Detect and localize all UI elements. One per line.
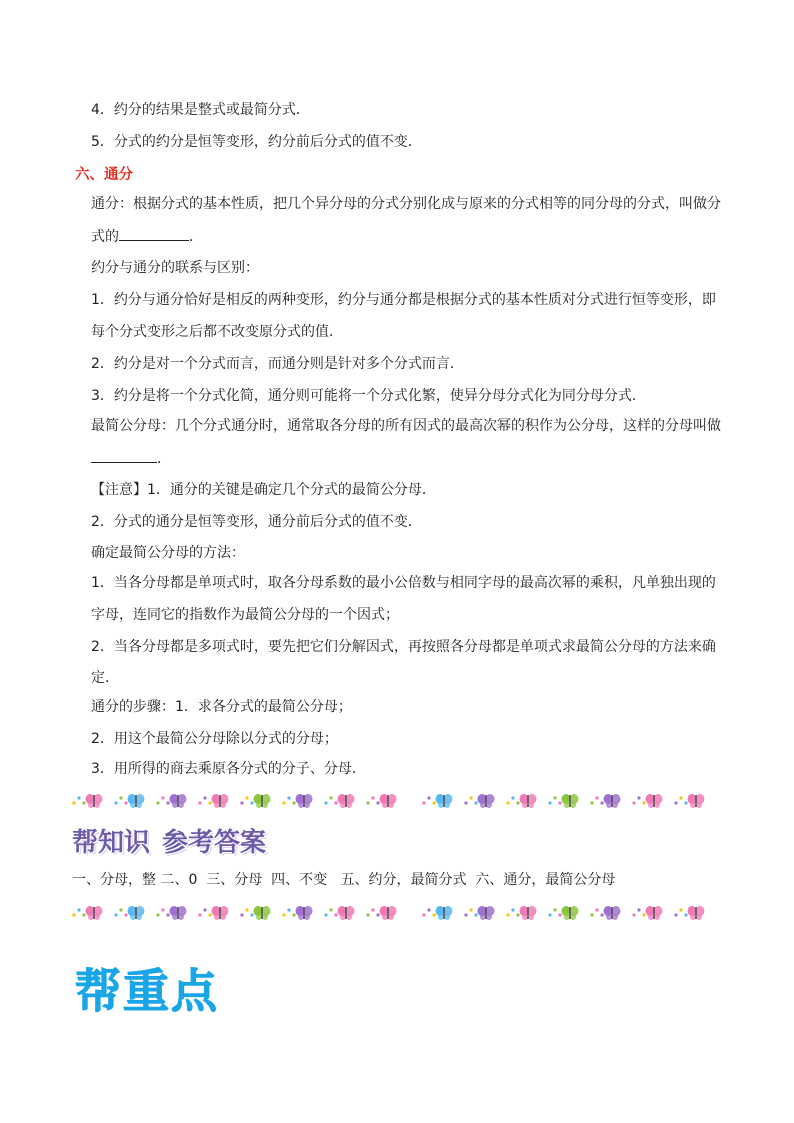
- decorative-dot: [642, 913, 645, 916]
- decorative-dot: [432, 801, 435, 804]
- decorative-dot: [516, 913, 519, 916]
- decorative-dot: [203, 796, 206, 799]
- section-heading-common-denominator: 六、通分: [75, 167, 133, 183]
- butterfly-icon: [646, 906, 663, 920]
- butterfly-icon: [338, 794, 355, 808]
- decorative-dot: [77, 908, 80, 911]
- decorative-dot: [119, 796, 122, 799]
- decorative-dot: [679, 796, 682, 799]
- butterfly-icon: [212, 906, 229, 920]
- decorative-dot: [292, 801, 295, 804]
- decorative-dot: [282, 801, 285, 804]
- decorative-dot: [684, 801, 687, 804]
- decorative-dot: [427, 908, 430, 911]
- method-point-1b: 字母，连同它的指数作为最简公分母的一个因式；: [91, 607, 399, 623]
- method-point-2b: 定．: [91, 670, 119, 686]
- lcd-definition-line-1: 最简公分母：几个分式通分时，通常取各分母的所有因式的最高次幂的积作为公分母，这样的分母叫做: [91, 418, 721, 434]
- decorative-dot: [600, 801, 603, 804]
- reduction-point-5: 5．分式的约分是恒等变形，约分前后分式的值不变．: [91, 134, 422, 150]
- decorative-dot: [642, 801, 645, 804]
- butterfly-icon: [170, 794, 187, 808]
- decorative-dot: [166, 801, 169, 804]
- decorative-dot: [679, 908, 682, 911]
- relation-title: 约分与通分的联系与区别：: [91, 260, 259, 276]
- butterfly-icon: [254, 906, 271, 920]
- decorative-dot: [506, 913, 509, 916]
- decorative-dot: [558, 801, 561, 804]
- decorative-dot: [371, 908, 374, 911]
- butterfly-icon: [478, 794, 495, 808]
- decorative-dot: [203, 908, 206, 911]
- decorative-dot: [324, 801, 327, 804]
- butterfly-icon: [338, 906, 355, 920]
- butterfly-icon: [478, 906, 495, 920]
- butterfly-icon: [562, 794, 579, 808]
- method-point-1a: 1．当各分母都是单项式时，取各分母系数的最小公倍数与相同字母的最高次幂的乘积，凡单独出现的: [91, 575, 716, 591]
- decorative-dot: [474, 801, 477, 804]
- answer-key: 一、分母，整 二、0 三、分母 四、不变 五、约分，最简分式 六、通分，最简公分母: [72, 872, 616, 888]
- decorative-dot: [198, 801, 201, 804]
- butterfly-icon: [128, 906, 145, 920]
- decorative-dot: [548, 801, 551, 804]
- decorative-dot: [156, 801, 159, 804]
- steps-point-1: 通分的步骤：1．求各分式的最简公分母；: [91, 699, 352, 715]
- decorative-dot: [240, 801, 243, 804]
- decorative-dot: [422, 801, 425, 804]
- decorative-dot: [250, 801, 253, 804]
- decorative-dot: [208, 801, 211, 804]
- decorative-dot: [684, 913, 687, 916]
- decorative-dot: [674, 801, 677, 804]
- decorative-dot: [464, 801, 467, 804]
- section-banner-key-points: 帮重点: [75, 964, 219, 1018]
- butterfly-icon: [562, 906, 579, 920]
- butterfly-icon: [436, 794, 453, 808]
- decorative-dot: [156, 913, 159, 916]
- decorative-dot: [161, 908, 164, 911]
- butterfly-icon: [604, 794, 621, 808]
- lcd-definition-suffix: ．: [157, 451, 171, 467]
- decorative-dot: [464, 913, 467, 916]
- decorative-dot: [287, 908, 290, 911]
- decorative-dot: [511, 796, 514, 799]
- decorative-dot: [422, 913, 425, 916]
- butterfly-icon: [520, 906, 537, 920]
- answer-heading-part-2: 参考答案: [162, 828, 267, 858]
- butterfly-icon: [212, 794, 229, 808]
- relation-point-1b: 每个分式变形之后都不改变原分式的值．: [91, 324, 343, 340]
- decorative-dot: [469, 908, 472, 911]
- steps-point-2: 2．用这个最简公分母除以分式的分母；: [91, 731, 338, 747]
- decorative-dot: [511, 908, 514, 911]
- decorative-dot: [632, 801, 635, 804]
- note-point-1: 【注意】1．通分的关键是确定几个分式的最简公分母．: [91, 482, 436, 498]
- definition-prefix: 式的: [91, 229, 119, 245]
- decorative-dot: [282, 913, 285, 916]
- decorative-dot: [334, 913, 337, 916]
- decorative-dot: [161, 796, 164, 799]
- note-point-2: 2．分式的通分是恒等变形，通分前后分式的值不变．: [91, 514, 422, 530]
- decorative-dot: [329, 796, 332, 799]
- steps-point-3: 3．用所得的商去乘原各分式的分子、分母．: [91, 761, 366, 777]
- decorative-dot: [427, 796, 430, 799]
- definition-line-2: [91, 226, 734, 247]
- butterfly-icon: [604, 906, 621, 920]
- decorative-dot: [553, 796, 556, 799]
- answer-heading: [72, 822, 266, 859]
- decorative-dot: [77, 796, 80, 799]
- butterfly-icon: [86, 906, 103, 920]
- decorative-dot: [72, 801, 75, 804]
- decorative-dot: [516, 801, 519, 804]
- decorative-dot: [82, 913, 85, 916]
- relation-point-1a: 1．约分与通分恰好是相反的两种变形，约分与通分都是根据分式的基本性质对分式进行恒等变形，即: [91, 292, 716, 308]
- butterfly-icon: [688, 906, 705, 920]
- decorative-dot: [287, 796, 290, 799]
- decorative-dot: [506, 801, 509, 804]
- reduction-point-4: 4．约分的结果是整式或最简分式．: [91, 102, 310, 118]
- decorative-dot: [324, 913, 327, 916]
- definition-suffix: ．: [189, 229, 203, 245]
- decorative-dot: [432, 913, 435, 916]
- butterfly-icon: [296, 906, 313, 920]
- butterfly-icon: [436, 906, 453, 920]
- butterfly-border-top: [70, 790, 720, 812]
- fill-in-blank-1: [119, 226, 189, 241]
- decorative-dot: [637, 796, 640, 799]
- answer-heading-part-1: 帮知识: [72, 828, 151, 858]
- decorative-dot: [366, 913, 369, 916]
- method-title: 确定最简公分母的方法：: [91, 545, 245, 561]
- butterfly-icon: [86, 794, 103, 808]
- decorative-dot: [72, 913, 75, 916]
- decorative-dot: [553, 908, 556, 911]
- decorative-dot: [245, 908, 248, 911]
- butterfly-icon: [646, 794, 663, 808]
- decorative-dot: [595, 908, 598, 911]
- decorative-dot: [329, 908, 332, 911]
- butterfly-icon: [520, 794, 537, 808]
- butterfly-icon: [128, 794, 145, 808]
- decorative-dot: [590, 801, 593, 804]
- butterfly-border-bottom: [70, 902, 720, 924]
- method-point-2a: 2．当各分母都是多项式时，要先把它们分解因式，再按照各分母都是单项式求最简公分母的方法来确: [91, 639, 716, 655]
- decorative-dot: [632, 913, 635, 916]
- decorative-dot: [114, 801, 117, 804]
- butterfly-icon: [254, 794, 271, 808]
- decorative-dot: [376, 913, 379, 916]
- decorative-dot: [114, 913, 117, 916]
- decorative-dot: [82, 801, 85, 804]
- decorative-dot: [124, 801, 127, 804]
- decorative-dot: [558, 913, 561, 916]
- decorative-dot: [198, 913, 201, 916]
- decorative-dot: [600, 913, 603, 916]
- decorative-dot: [366, 801, 369, 804]
- relation-point-3: 3．约分是将一个分式化简，通分则可能将一个分式化繁，使异分母分式化为同分母分式．: [91, 388, 646, 404]
- fill-in-blank-2: [91, 448, 157, 463]
- decorative-dot: [292, 913, 295, 916]
- decorative-dot: [469, 796, 472, 799]
- decorative-dot: [334, 801, 337, 804]
- decorative-dot: [590, 913, 593, 916]
- decorative-dot: [240, 913, 243, 916]
- decorative-dot: [119, 908, 122, 911]
- decorative-dot: [674, 913, 677, 916]
- decorative-dot: [124, 913, 127, 916]
- decorative-dot: [208, 913, 211, 916]
- butterfly-icon: [380, 794, 397, 808]
- relation-point-2: 2．约分是对一个分式而言，而通分则是针对多个分式而言．: [91, 356, 464, 372]
- decorative-dot: [474, 913, 477, 916]
- definition-line-1: 通分：根据分式的基本性质，把几个异分母的分式分别化成与原来的分式相等的同分母的分式，叫做分: [91, 196, 721, 212]
- decorative-dot: [245, 796, 248, 799]
- decorative-dot: [166, 913, 169, 916]
- decorative-dot: [548, 913, 551, 916]
- decorative-dot: [637, 908, 640, 911]
- decorative-dot: [250, 913, 253, 916]
- butterfly-icon: [296, 794, 313, 808]
- decorative-dot: [595, 796, 598, 799]
- butterfly-icon: [170, 906, 187, 920]
- decorative-dot: [371, 796, 374, 799]
- lcd-definition-line-2: [91, 448, 734, 469]
- decorative-dot: [376, 801, 379, 804]
- butterfly-icon: [380, 906, 397, 920]
- butterfly-icon: [688, 794, 705, 808]
